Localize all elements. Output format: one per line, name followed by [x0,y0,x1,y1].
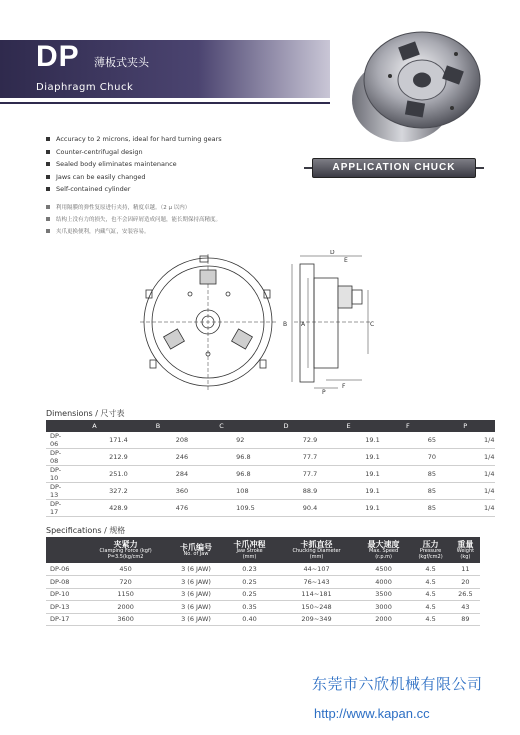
header-label-cn: 重量 [457,539,474,549]
column-header: F [380,420,436,432]
spec-cell: 3 (6 JAW) [169,563,223,576]
spec-cell: 0.35 [223,601,277,614]
spec-cell: 2000 [82,601,169,614]
table-row [46,466,495,483]
header-label-en: (r.p.m) [375,553,392,560]
dimension-cell: 88.9 [255,483,317,500]
table-row [46,483,495,500]
bullet-square-icon [46,205,50,209]
bullet-square-icon [46,150,50,154]
column-header [82,537,169,563]
dimension-cell: 96.8 [188,466,255,483]
header-label-cn: 夹紧力 [113,539,138,549]
chuck-photo-illustration [340,20,490,150]
column-header: P [436,420,494,432]
column-header [276,537,357,563]
bullet-square-icon [46,229,50,233]
spec-cell: 3600 [82,613,169,626]
feature-item: Accuracy to 2 microns, ideal for hard turning gears [46,133,296,145]
spec-cell: 114~181 [276,588,357,601]
dimension-cell: 1/4 [436,483,494,500]
model-cell: DP-17 [46,500,61,517]
spec-cell: 89 [451,613,480,626]
header-label-en: (kg) [460,553,471,560]
header-label-en: Max. Speed [368,547,399,554]
spec-cell: 43 [451,601,480,614]
spec-cell: 11 [451,563,480,576]
spec-cell: 3000 [357,601,411,614]
spec-cell: 3 (6 JAW) [169,576,223,589]
header-label-cn: 压力 [422,539,439,549]
dimension-cell: 19.1 [317,449,379,466]
dimension-cell: 360 [128,483,188,500]
spec-cell: 4.5 [410,563,451,576]
dimension-cell: 96.8 [188,449,255,466]
dim-label-d: D [330,250,335,256]
header-label-cn: 卡爪冲程 [233,539,266,549]
dimension-cell: 208 [128,432,188,449]
dimension-cell: 85 [380,500,436,517]
column-header [169,537,223,563]
specifications-table [46,537,480,626]
dimension-cell: 284 [128,466,188,483]
table-row [46,601,480,614]
column-header: E [317,420,379,432]
product-code: DP [36,40,80,73]
feature-item-cn: 利用隔膜的弹性复原进行夹持，精度卓越。（2 μ 以内） [46,201,296,213]
column-header [410,537,451,563]
table-header-row [46,420,495,432]
bullet-square-icon [46,162,50,166]
feature-list-en [46,133,296,196]
feature-item-cn: 结构上没有力的损失，也不会因碎屑造成问题，能长期保持高精度。 [46,213,296,225]
spec-cell: 4.5 [410,588,451,601]
feature-item: Jaws can be easily changed [46,171,296,183]
dimension-cell: 1/4 [436,432,494,449]
dim-label-c: C [370,321,375,328]
header-label-en: (mm) [242,553,257,560]
company-name: 东莞市六欣机械有限公司 [312,675,483,693]
dimensions-title: Dimensions / 尺寸表 [46,409,125,418]
dimension-cell: 19.1 [317,483,379,500]
dimension-cell: 85 [380,483,436,500]
dimension-cell: 327.2 [61,483,128,500]
feature-item-cn: 夹爪更换便利，内藏气缸，安装容易。 [46,225,296,237]
spec-cell: 4000 [357,576,411,589]
model-cell: DP-10 [46,466,61,483]
header-label-en: Chucking Diameter [292,547,341,554]
feature-list-cn [46,201,296,237]
dimension-cell: 77.7 [255,449,317,466]
dim-label-f: F [342,383,346,390]
table-row [46,563,480,576]
column-header [357,537,411,563]
header-label-cn: 最大速度 [367,539,400,549]
model-cell: DP-13 [46,483,61,500]
feature-item: Self-contained cylinder [46,183,296,195]
dim-label-p: P [322,389,326,395]
spec-cell: 3 (6 JAW) [169,588,223,601]
dimension-cell: 171.4 [61,432,128,449]
spec-cell: 3500 [357,588,411,601]
dimension-cell: 212.9 [61,449,128,466]
dimension-cell: 65 [380,432,436,449]
spec-cell: 0.25 [223,576,277,589]
feature-item: Counter-centrifugal design [46,146,296,158]
spec-cell: 720 [82,576,169,589]
dim-label-e: E [344,257,348,264]
column-header [451,537,480,563]
table-row [46,500,495,517]
bullet-square-icon [46,217,50,221]
technical-drawing [130,250,390,395]
table-header-row [46,537,480,563]
column-header: A [61,420,128,432]
dimension-cell: 19.1 [317,466,379,483]
spec-cell: 1150 [82,588,169,601]
spec-cell: 0.23 [223,563,277,576]
column-header [223,537,277,563]
table-row [46,576,480,589]
dimension-cell: 90.4 [255,500,317,517]
spec-cell: 3 (6 JAW) [169,613,223,626]
header-label-cn: 卡爪编号 [180,542,212,552]
spec-cell: 209~349 [276,613,357,626]
application-chuck-badge: APPLICATION CHUCK [312,158,476,178]
header-label-en: Jaw Stroke [236,547,263,554]
header-label-en: P=3.5(kg/cm2 [107,553,144,560]
spec-cell: 450 [82,563,169,576]
column-header: C [188,420,255,432]
spec-cell: 3 (6 JAW) [169,601,223,614]
spec-cell: 26.5 [451,588,480,601]
model-cell: DP-06 [46,432,61,449]
model-cell: DP-08 [46,576,82,589]
dimensions-table [46,420,495,517]
spec-cell: 0.40 [223,613,277,626]
dimension-cell: 1/4 [436,449,494,466]
model-cell: DP-10 [46,588,82,601]
header-label-cn: 卡抓直径 [300,539,333,549]
bullet-square-icon [46,187,50,191]
spec-cell: 44~107 [276,563,357,576]
spec-cell: 2000 [357,613,411,626]
spec-cell: 4.5 [410,576,451,589]
dimension-cell: 85 [380,466,436,483]
dimension-cell: 92 [188,432,255,449]
column-header [46,537,82,563]
spec-cell: 0.25 [223,588,277,601]
product-name-en: Diaphragm Chuck [36,82,134,93]
dim-label-b: B [283,321,288,328]
spec-cell: 4.5 [410,613,451,626]
header-rule [0,102,330,104]
header-label-en: (mm) [309,553,324,560]
spec-cell: 4.5 [410,601,451,614]
spec-cell: 76~143 [276,576,357,589]
company-url-link[interactable]: http://www.kapan.cc [314,706,430,721]
model-cell: DP-13 [46,601,82,614]
dimension-cell: 476 [128,500,188,517]
feature-item: Sealed body eliminates maintenance [46,158,296,170]
dimension-cell: 109.5 [188,500,255,517]
column-header: B [128,420,188,432]
spec-cell: 4500 [357,563,411,576]
header-label-en: Clamping Force (kgf) [99,547,152,554]
dimension-cell: 19.1 [317,432,379,449]
dimension-cell: 1/4 [436,466,494,483]
table-row [46,432,495,449]
table-row [46,449,495,466]
dimension-cell: 251.0 [61,466,128,483]
dimension-cell: 77.7 [255,466,317,483]
header-label-en: Pressure [419,547,442,554]
header-label-en: No. of Jaw [183,550,209,557]
dimension-cell: 1/4 [436,500,494,517]
model-cell: DP-17 [46,613,82,626]
bullet-square-icon [46,175,50,179]
chuck-drawing-svg [130,250,390,395]
column-header [46,420,61,432]
header-label-en: Weight [456,547,475,554]
header-label-en: (kgf/cm2) [418,553,443,560]
spec-cell: 20 [451,576,480,589]
table-row [46,588,480,601]
front-view [140,254,276,390]
column-header: D [255,420,317,432]
dimension-cell: 246 [128,449,188,466]
product-photo [340,20,490,150]
drawing-labels [283,250,374,395]
dimension-cell: 19.1 [317,500,379,517]
bullet-square-icon [46,137,50,141]
model-cell: DP-08 [46,449,61,466]
dim-label-a: A [301,321,306,328]
dimension-cell: 70 [380,449,436,466]
model-cell: DP-06 [46,563,82,576]
dimension-cell: 72.9 [255,432,317,449]
dimension-cell: 108 [188,483,255,500]
dimension-cell: 428.9 [61,500,128,517]
table-row [46,613,480,626]
specifications-title: Specifications / 规格 [46,526,126,535]
spec-cell: 150~248 [276,601,357,614]
product-name-cn: 薄板式夹头 [94,56,149,69]
